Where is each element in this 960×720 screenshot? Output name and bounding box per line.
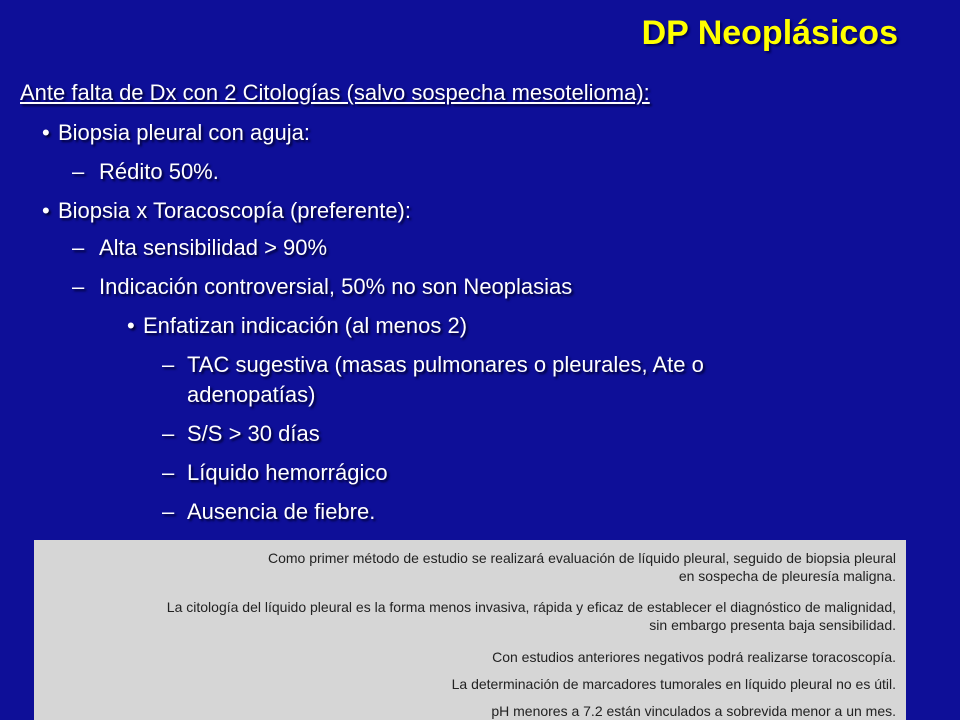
dash-text: S/S > 30 días <box>187 421 320 446</box>
bullet-text: Biopsia x Toracoscopía (preferente): <box>58 198 411 223</box>
dash-marker: – <box>162 421 175 446</box>
dash-text: Indicación controversial, 50% no son Neoplasias <box>99 274 573 299</box>
dash-text: Alta sensibilidad > 90% <box>99 235 328 260</box>
summary-note-line: sin embargo presenta baja sensibilidad. <box>649 617 896 633</box>
dash-marker: – <box>162 499 175 524</box>
section-heading: Ante falta de Dx con 2 Citologías (salvo sospecha mesotelioma): <box>20 80 650 105</box>
summary-note-line: pH menores a 7.2 están vinculados a sobrevida menor a un mes. <box>491 703 896 719</box>
bullet-text: Enfatizan indicación (al menos 2) <box>143 313 468 338</box>
bullet-text: Biopsia pleural con aguja: <box>58 120 310 145</box>
summary-note-line: Con estudios anteriores negativos podrá realizarse toracoscopía. <box>492 649 896 665</box>
dash-text-continued: adenopatías) <box>187 382 316 407</box>
bullet-marker: • <box>127 313 135 338</box>
dash-marker: – <box>162 460 175 485</box>
bullet-marker: • <box>42 120 50 145</box>
dash-text: TAC sugestiva (masas pulmonares o pleurales, Ate o <box>187 352 704 377</box>
summary-note-box <box>34 540 906 720</box>
dash-text: Líquido hemorrágico <box>187 460 388 485</box>
dash-marker: – <box>72 159 85 184</box>
slide-title: DP Neoplásicos <box>641 14 898 52</box>
summary-note-line: en sospecha de pleuresía maligna. <box>678 568 896 584</box>
dash-marker: – <box>72 274 85 299</box>
dash-text: Ausencia de fiebre. <box>187 499 376 524</box>
dash-marker: – <box>72 235 85 260</box>
summary-note-line: La citología del líquido pleural es la forma menos invasiva, rápida y eficaz de establecer el diagnóstico de malignidad, <box>166 599 896 615</box>
dash-marker: – <box>162 352 175 377</box>
dash-text: Rédito 50%. <box>99 159 219 184</box>
bullet-marker: • <box>42 198 50 223</box>
summary-note-line: Como primer método de estudio se realizará evaluación de líquido pleural, seguido de biopsia pleural <box>267 550 896 566</box>
summary-note-line: La determinación de marcadores tumorales en líquido pleural no es útil. <box>451 676 896 692</box>
